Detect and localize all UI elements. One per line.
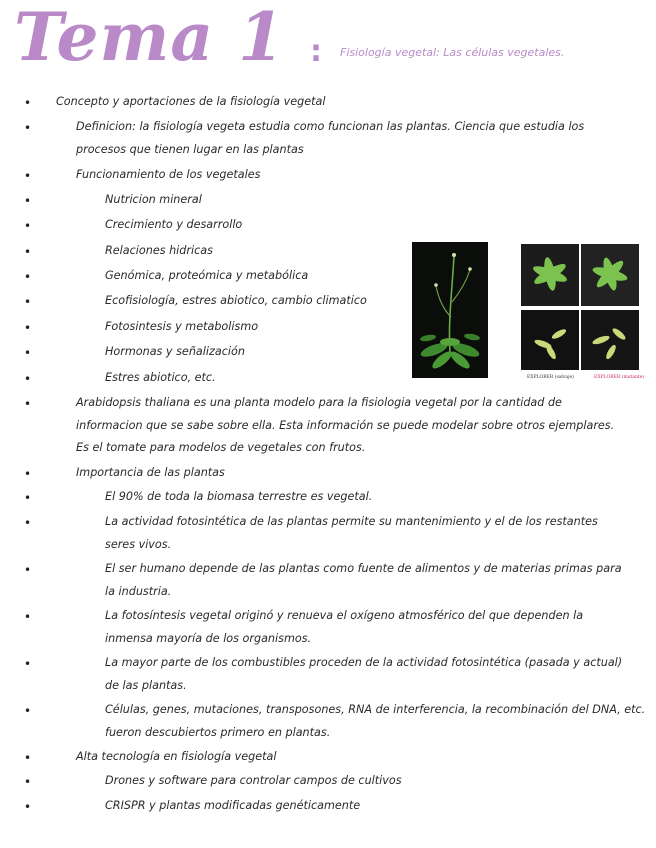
list-item: La mayor parte de los combustibles proceden de la actividad fotosintética (pasada y actual) (105, 656, 623, 669)
list-item: Hormonas y señalización (105, 345, 245, 358)
list-item-continuation: procesos que tienen lugar en las plantas (76, 143, 304, 156)
list-item: Alta tecnología en fisiología vegetal (76, 750, 277, 763)
list-item: CRISPR y plantas modificadas genéticamente (105, 799, 361, 812)
list-item: Relaciones hidricas (105, 244, 213, 257)
list-item: Nutricion mineral (105, 193, 202, 206)
bullet: • (24, 800, 32, 814)
list-item: Funcionamiento de los vegetales (76, 168, 261, 181)
bullet: • (24, 96, 32, 110)
potted-plants-icon (521, 244, 639, 372)
bullet: • (24, 295, 32, 309)
bullet: • (24, 219, 32, 233)
list-item: El ser humano depende de las plantas como fuente de alimentos y de materias primas para (105, 562, 622, 575)
bullet: • (24, 467, 32, 481)
caption-mutant: EXPLORER (mutante) (594, 375, 645, 380)
list-item: El 90% de toda la biomasa terrestre es vegetal. (105, 490, 373, 503)
bullet: • (24, 169, 32, 183)
bullet: • (24, 346, 32, 360)
list-item-continuation: la industria. (105, 585, 172, 598)
bullet: • (24, 610, 32, 624)
list-item: Fotosintesis y metabolismo (105, 320, 259, 333)
arabidopsis-photo (412, 242, 488, 378)
mutant-comparison-photo (521, 244, 639, 372)
bullet: • (24, 563, 32, 577)
bullet: • (24, 704, 32, 718)
list-item: La actividad fotosintética de las plantas permite su mantenimiento y el de los restantes (105, 515, 598, 528)
list-item-continuation: seres vivos. (105, 538, 172, 551)
list-item: Concepto y aportaciones de la fisiología vegetal (56, 95, 326, 108)
list-item: Células, genes, mutaciones, transposones, RNA de interferencia, la recombinación del DNA, etc. (105, 703, 646, 716)
list-item: Arabidopsis thaliana es una planta modelo para la fisiologia vegetal por la cantidad de (76, 396, 562, 409)
list-item: Crecimiento y desarrollo (105, 218, 243, 231)
caption-wild: EXPLORER (salvaje) (527, 375, 574, 380)
list-item: La fotosíntesis vegetal originó y renueva el oxígeno atmosférico del que dependen la (105, 609, 584, 622)
list-item-continuation: de las plantas. (105, 679, 187, 692)
arabidopsis-plant-icon (412, 242, 488, 378)
page-title: Tema 1 (14, 0, 286, 76)
bullet: • (24, 751, 32, 765)
bullet: • (24, 194, 32, 208)
bullet: • (24, 372, 32, 386)
list-item: Estres abiotico, etc. (105, 371, 216, 384)
list-item: Drones y software para controlar campos de cultivos (105, 774, 402, 787)
bullet: • (24, 516, 32, 530)
bullet: • (24, 491, 32, 505)
list-item: Definicion: la fisiología vegeta estudia como funcionan las plantas. Ciencia que estudia los (76, 120, 585, 133)
list-item-continuation: Es el tomate para modelos de vegetales con frutos. (76, 441, 366, 454)
list-item-continuation: inmensa mayoría de los organismos. (105, 632, 312, 645)
list-item-continuation: fueron descubiertos primero en plantas. (105, 726, 331, 739)
bullet: • (24, 245, 32, 259)
page-header (14, 0, 644, 84)
bullet: • (24, 657, 32, 671)
bullet: • (24, 121, 32, 135)
bullet: • (24, 270, 32, 284)
list-item: Genómica, proteómica y metabólica (105, 269, 309, 282)
bullet: • (24, 775, 32, 789)
list-item: Importancia de las plantas (76, 466, 225, 479)
bullet: • (24, 397, 32, 411)
page-subtitle: Fisiología vegetal: Las células vegetales. (340, 46, 565, 59)
title-colon: : (310, 34, 322, 69)
bullet: • (24, 321, 32, 335)
list-item: Ecofisiología, estres abiotico, cambio climatico (105, 294, 367, 307)
list-item-continuation: informacion que se sabe sobre ella. Esta información se puede modelar sobre otros ejemplares. (76, 419, 615, 432)
